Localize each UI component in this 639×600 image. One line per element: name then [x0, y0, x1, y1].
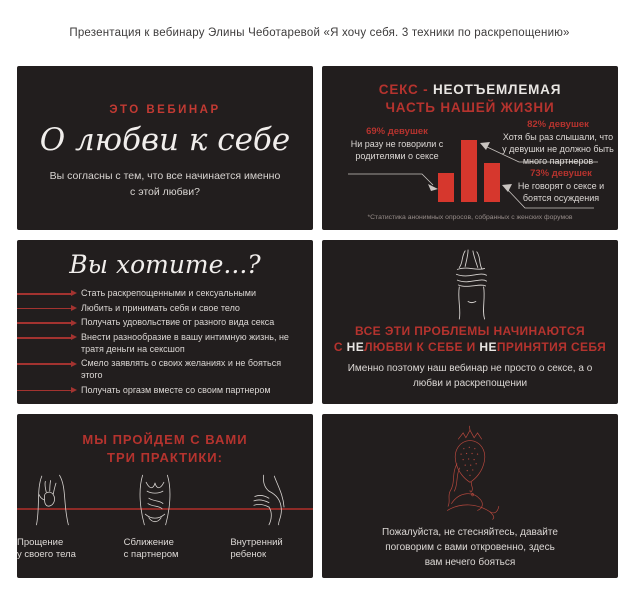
arrow-line-icon — [17, 293, 72, 295]
practice-label: Внутренний ребенок — [230, 537, 283, 561]
slide1-kicker: ЭТО ВЕБИНАР — [109, 104, 221, 117]
slide5-heading — [17, 431, 313, 466]
list-item — [17, 385, 313, 397]
chart-footnote: *Статистика анонимных опросов, собранных с женских форумов — [367, 214, 573, 221]
stat-block-82 — [502, 119, 614, 168]
slide3-script-title: Вы хотите...? — [69, 250, 261, 279]
practice-label: Сближение с партнером — [123, 537, 179, 561]
page-title: Презентация к вебинару Элины Чеботаревой «Я хочу себя. 3 техники по раскрепощению» — [69, 27, 570, 39]
torso-lingerie-illustration-icon — [124, 471, 186, 529]
stat-block-73 — [508, 168, 614, 205]
list-item-text: Получать удовольствие от разного вида секса — [81, 317, 275, 328]
list-item-text: Стать раскрепощенными и сексуальными — [81, 288, 256, 298]
hand-on-shoulder-illustration-icon — [230, 471, 292, 529]
list-item-text: Любить и принимать себя и свое тело — [81, 302, 240, 313]
slide-sex-statistics — [322, 66, 618, 230]
slide-webinar-intro — [17, 66, 313, 230]
stat-block-69 — [338, 126, 456, 163]
practices-row — [17, 471, 313, 562]
list-item — [17, 288, 313, 300]
chart-bar-82 — [461, 140, 477, 202]
list-item — [17, 358, 313, 381]
slide5-heading-line2: ТРИ ПРАКТИКИ: — [107, 449, 223, 465]
slide1-script-title: О любви к себе — [39, 122, 291, 159]
slides-grid — [17, 66, 618, 578]
slide4-heading-line1: ВСЕ ЭТИ ПРОБЛЕМЫ НАЧИНАЮТСЯ — [355, 324, 585, 338]
practice-partner-closeness — [124, 471, 207, 562]
slide5-heading-line1: МЫ ПРОЙДЕМ С ВАМИ — [82, 432, 248, 447]
stat-73-label: Не говорят о сексе и боятся осуждения — [517, 181, 605, 203]
stat-82-label: Хотя бы раз слышали, что у девушки не должно быть много партнеров — [502, 132, 614, 166]
slide2-title-line2: ЧАСТЬ НАШЕЙ ЖИЗНИ — [385, 99, 555, 115]
list-item-text: Получать оргазм вместе со своим партнером — [81, 384, 271, 395]
list-item — [17, 317, 313, 329]
stat-73-pct: 73% девушек — [530, 168, 592, 179]
arrow-line-icon — [17, 322, 72, 324]
slide4-body: Именно поэтому наш вебинар не просто о сексе, а о любви и раскрепощении — [347, 363, 593, 389]
strawberry-woman-illustration-icon — [418, 424, 522, 520]
slide1-body: Вы согласны с тем, что все начинается именно с этой любви? — [49, 170, 281, 198]
slide6-body: Пожалуйста, не стесняйтесь, давайте поговорим с вами откровенно, здесь вам нечего бояться — [382, 527, 558, 568]
chart-bar-69 — [438, 173, 454, 202]
arrow-line-icon — [17, 337, 72, 339]
slide-three-practices — [17, 414, 313, 578]
list-item — [17, 332, 313, 355]
chart-bar-73 — [484, 163, 500, 202]
slide2-title — [322, 81, 618, 117]
hand-on-body-illustration-icon — [17, 471, 79, 529]
slide-wish-list — [17, 240, 313, 404]
arrow-line-icon — [17, 308, 72, 310]
list-item-text: Смело заявлять о своих желаниях и не бояться этого — [81, 358, 282, 381]
stat-69-pct: 69% девушек — [366, 126, 428, 137]
slide4-heading — [322, 323, 618, 355]
list-item — [17, 303, 313, 315]
slide-problems-origin — [322, 240, 618, 404]
woman-lifting-shirt-illustration-icon — [435, 248, 505, 320]
practice-inner-child — [230, 471, 313, 562]
stat-69-label: Ни разу не говорили с родителями о сексе — [350, 139, 444, 161]
slide4-heading-line2: С НЕЛЮБВИ К СЕБЕ И НЕПРИНЯТИЯ СЕБЯ — [333, 340, 607, 355]
arrow-line-icon — [17, 363, 72, 365]
arrow-line-icon — [17, 390, 72, 392]
slide2-title-white: НЕОТЪЕМЛЕМАЯ — [432, 82, 562, 97]
stat-82-pct: 82% девушек — [527, 119, 589, 130]
list-item-text: Внести разнообразие в вашу интимную жизнь, не тратя деньги на сексшоп — [81, 332, 289, 354]
practice-body-forgiveness — [17, 471, 100, 562]
wish-list — [17, 288, 313, 397]
practice-label: Прощение у своего тела — [17, 537, 76, 561]
slide-dont-be-shy — [322, 414, 618, 578]
slide2-title-red: СЕКС - — [378, 82, 433, 97]
